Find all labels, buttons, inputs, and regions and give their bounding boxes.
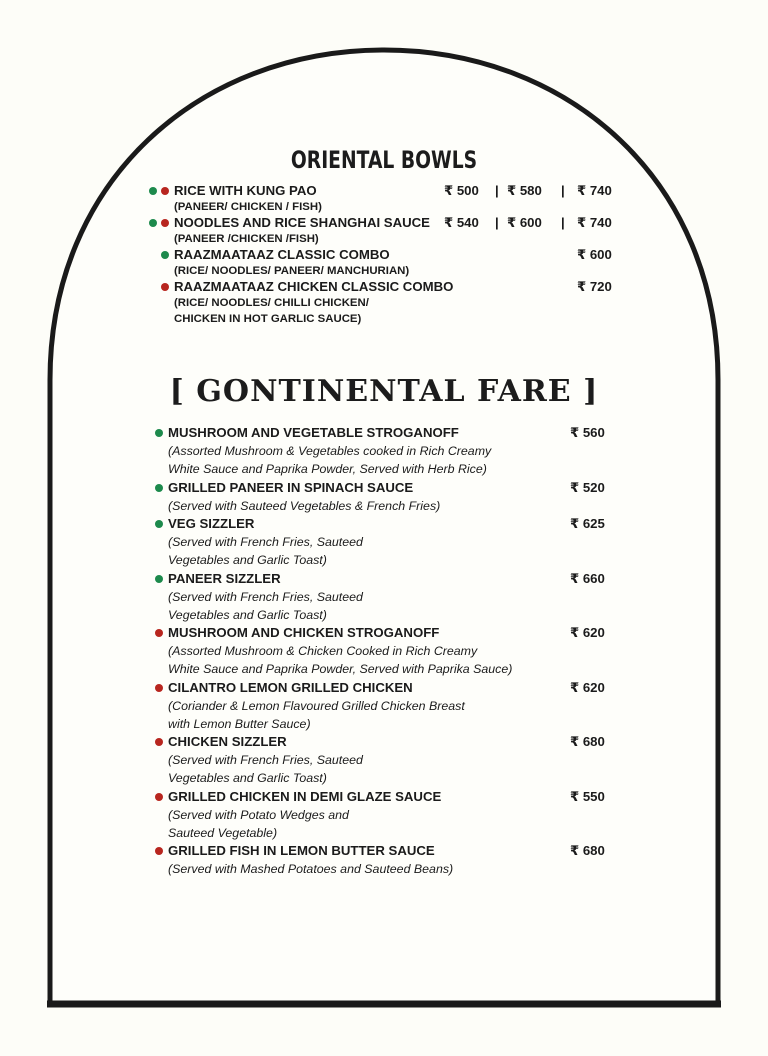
- item-price: ₹ 600: [577, 247, 612, 262]
- veg-indicator-icon: [155, 429, 163, 437]
- item-name: CILANTRO LEMON GRILLED CHICKEN: [168, 680, 413, 695]
- item-description: White Sauce and Paprika Powder, Served with Herb Rice): [168, 462, 487, 476]
- item-price-paneer: ₹ 540: [444, 215, 479, 230]
- item-name: NOODLES AND RICE SHANGHAI SAUCE: [174, 215, 430, 230]
- item-description: (Served with French Fries, Sauteed: [168, 753, 363, 767]
- nonveg-indicator-icon: [155, 684, 163, 692]
- item-price: ₹ 560: [570, 425, 605, 440]
- veg-indicator-icon: [149, 187, 157, 195]
- item-options: (PANEER/ CHICKEN / FISH): [174, 201, 322, 213]
- item-price: ₹ 550: [570, 789, 605, 804]
- item-name: GRILLED CHICKEN IN DEMI GLAZE SAUCE: [168, 789, 442, 804]
- item-price: ₹ 620: [570, 625, 605, 640]
- item-price: ₹ 720: [577, 279, 612, 294]
- item-name: MUSHROOM AND CHICKEN STROGANOFF: [168, 625, 440, 640]
- item-name: RAAZMAATAAZ CLASSIC COMBO: [174, 247, 390, 262]
- item-name: PANEER SIZZLER: [168, 571, 281, 586]
- item-name: VEG SIZZLER: [168, 516, 255, 531]
- oriental-bowls-title: ORIENTAL BOWLS: [290, 146, 478, 174]
- price-separator: |: [561, 183, 565, 198]
- item-description: (Coriander & Lemon Flavoured Grilled Chicken Breast: [168, 699, 465, 713]
- item-description: with Lemon Butter Sauce): [168, 717, 311, 731]
- item-options: CHICKEN IN HOT GARLIC SAUCE): [174, 313, 362, 325]
- price-separator: |: [495, 215, 499, 230]
- item-description: (Served with Sauteed Vegetables & French Fries): [168, 499, 441, 513]
- continental-fare-title: [ GONTINENTAL FARE ]: [169, 374, 599, 409]
- veg-indicator-icon: [155, 520, 163, 528]
- item-name: GRILLED FISH IN LEMON BUTTER SAUCE: [168, 843, 435, 858]
- nonveg-indicator-icon: [155, 629, 163, 637]
- item-description: (Assorted Mushroom & Chicken Cooked in Rich Creamy: [168, 644, 478, 658]
- nonveg-indicator-icon: [155, 793, 163, 801]
- item-description: White Sauce and Paprika Powder, Served with Paprika Sauce): [168, 662, 513, 676]
- price-separator: |: [561, 215, 565, 230]
- item-price: ₹ 625: [570, 516, 605, 531]
- item-description: (Served with French Fries, Sauteed: [168, 590, 363, 604]
- item-description: Vegetables and Garlic Toast): [168, 553, 327, 567]
- item-options: (PANEER /CHICKEN /FISH): [174, 233, 319, 245]
- item-description: (Served with French Fries, Sauteed: [168, 535, 363, 549]
- item-price-chicken: ₹ 580: [507, 183, 542, 198]
- item-price: ₹ 680: [570, 734, 605, 749]
- item-description: Vegetables and Garlic Toast): [168, 608, 327, 622]
- item-price-fish: ₹ 740: [577, 183, 612, 198]
- item-name: CHICKEN SIZZLER: [168, 734, 287, 749]
- item-price-paneer: ₹ 500: [444, 183, 479, 198]
- veg-indicator-icon: [149, 219, 157, 227]
- item-description: (Assorted Mushroom & Vegetables cooked in Rich Creamy: [168, 444, 492, 458]
- item-price-chicken: ₹ 600: [507, 215, 542, 230]
- item-description: (Served with Mashed Potatoes and Sauteed Beans): [168, 862, 454, 876]
- item-description: (Served with Potato Wedges and: [168, 808, 349, 822]
- item-description: Sauteed Vegetable): [168, 826, 278, 840]
- item-options: (RICE/ NOODLES/ PANEER/ MANCHURIAN): [174, 265, 410, 277]
- item-price: ₹ 680: [570, 843, 605, 858]
- price-separator: |: [495, 183, 499, 198]
- nonveg-indicator-icon: [161, 283, 169, 291]
- item-price: ₹ 520: [570, 480, 605, 495]
- nonveg-indicator-icon: [155, 738, 163, 746]
- item-name: RAAZMAATAAZ CHICKEN CLASSIC COMBO: [174, 279, 454, 294]
- nonveg-indicator-icon: [161, 219, 169, 227]
- item-price: ₹ 620: [570, 680, 605, 695]
- veg-indicator-icon: [155, 575, 163, 583]
- item-price-fish: ₹ 740: [577, 215, 612, 230]
- item-name: GRILLED PANEER IN SPINACH SAUCE: [168, 480, 414, 495]
- veg-indicator-icon: [155, 484, 163, 492]
- item-price: ₹ 660: [570, 571, 605, 586]
- veg-indicator-icon: [161, 251, 169, 259]
- item-description: Vegetables and Garlic Toast): [168, 771, 327, 785]
- nonveg-indicator-icon: [155, 847, 163, 855]
- item-name: MUSHROOM AND VEGETABLE STROGANOFF: [168, 425, 459, 440]
- nonveg-indicator-icon: [161, 187, 169, 195]
- item-name: RICE WITH KUNG PAO: [174, 183, 317, 198]
- item-options: (RICE/ NOODLES/ CHILLI CHICKEN/: [174, 297, 369, 309]
